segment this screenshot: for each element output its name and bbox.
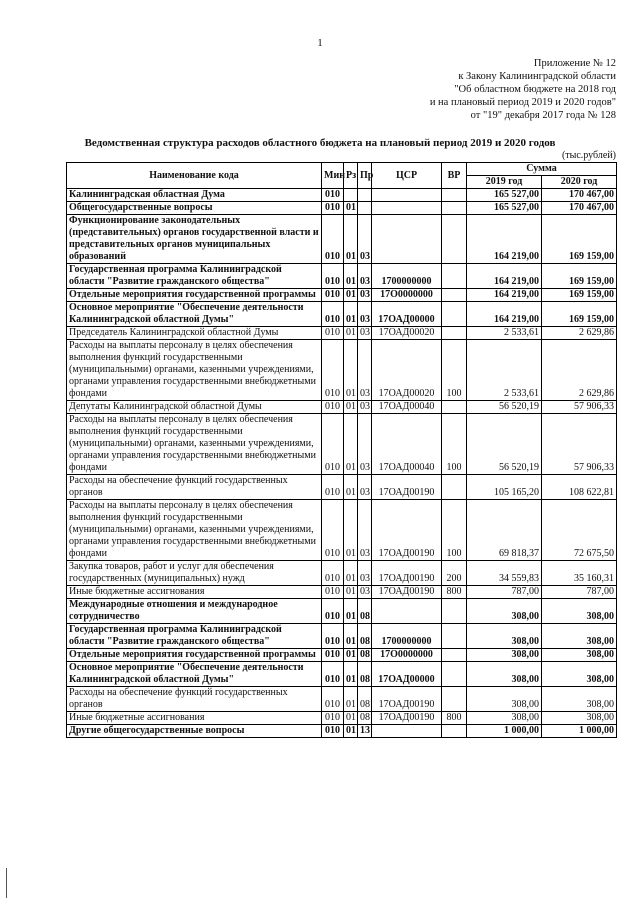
- table-row: [67, 327, 617, 340]
- table-row: [67, 401, 617, 414]
- table-row: [67, 649, 617, 662]
- cell-2020: 35 160,31: [542, 561, 617, 586]
- header-csr: ЦСР: [372, 163, 442, 189]
- cell-2019: 1 000,00: [467, 725, 542, 738]
- cell-min: 010: [322, 202, 344, 215]
- table-row: [67, 725, 617, 738]
- cell-rz: 01: [344, 264, 358, 289]
- cell-min: 010: [322, 264, 344, 289]
- cell-2020: 308,00: [542, 687, 617, 712]
- cell-min: 010: [322, 401, 344, 414]
- cell-pr: 03: [358, 264, 372, 289]
- cell-csr: 17ОАД00190: [372, 500, 442, 561]
- table-row: [67, 561, 617, 586]
- table-row: [67, 475, 617, 500]
- cell-csr: [372, 215, 442, 264]
- cell-rz: 01: [344, 649, 358, 662]
- cell-2020: 57 906,33: [542, 401, 617, 414]
- cell-2020: 169 159,00: [542, 302, 617, 327]
- cell-min: 010: [322, 500, 344, 561]
- cell-csr: [372, 189, 442, 202]
- cell-rz: 01: [344, 500, 358, 561]
- cell-min: 010: [322, 340, 344, 401]
- cell-2020: 170 467,00: [542, 189, 617, 202]
- cell-2019: 308,00: [467, 624, 542, 649]
- appendix-line: и на плановый период 2019 и 2020 годов": [429, 97, 616, 108]
- cell-2019: 34 559,83: [467, 561, 542, 586]
- cell-2020: 308,00: [542, 649, 617, 662]
- table-row: [67, 712, 617, 725]
- cell-min: 010: [322, 561, 344, 586]
- cell-vr: [442, 401, 467, 414]
- cell-csr: 17ОАД00190: [372, 586, 442, 599]
- cell-2019: 69 818,37: [467, 500, 542, 561]
- cell-vr: [442, 189, 467, 202]
- cell-rz: 01: [344, 302, 358, 327]
- cell-vr: [442, 662, 467, 687]
- header-min: Мин: [322, 163, 344, 189]
- cell-2019: 56 520,19: [467, 401, 542, 414]
- cell-vr: 100: [442, 340, 467, 401]
- header-name: Наименование кода: [67, 163, 322, 189]
- cell-name: Расходы на выплаты персоналу в целях обеспечения выполнения функций государственными (муниципальными) органами, казенными учреждениями, органами управления государственными внебюджетными фондами: [67, 414, 322, 475]
- cell-2019: 165 527,00: [467, 189, 542, 202]
- cell-csr: 17ОАД00040: [372, 414, 442, 475]
- cell-2019: 308,00: [467, 599, 542, 624]
- cell-rz: 01: [344, 475, 358, 500]
- cell-csr: 17ОАД00190: [372, 687, 442, 712]
- table-row: [67, 500, 617, 561]
- header-pr: Пр: [358, 163, 372, 189]
- cell-name: Функционирование законодательных (представительных) органов государственной власти и представительных органов муниципальных образований: [67, 215, 322, 264]
- table-row: [67, 289, 617, 302]
- header-rz: Рз: [344, 163, 358, 189]
- cell-rz: [344, 189, 358, 202]
- cell-pr: 03: [358, 475, 372, 500]
- cell-rz: 01: [344, 687, 358, 712]
- cell-2019: 308,00: [467, 649, 542, 662]
- table-body: [67, 189, 617, 738]
- cell-2019: 308,00: [467, 662, 542, 687]
- cell-pr: 03: [358, 401, 372, 414]
- cell-min: 010: [322, 586, 344, 599]
- cell-2019: 164 219,00: [467, 289, 542, 302]
- cell-2020: 308,00: [542, 599, 617, 624]
- cell-vr: [442, 264, 467, 289]
- budget-table: [66, 162, 617, 738]
- cell-rz: 01: [344, 414, 358, 475]
- cell-name: Председатель Калининградской областной Думы: [67, 327, 322, 340]
- cell-rz: 01: [344, 327, 358, 340]
- cell-csr: 1700000000: [372, 264, 442, 289]
- cell-2019: 308,00: [467, 712, 542, 725]
- cell-pr: 08: [358, 599, 372, 624]
- cell-vr: 200: [442, 561, 467, 586]
- cell-pr: 08: [358, 649, 372, 662]
- cell-name: Иные бюджетные ассигнования: [67, 712, 322, 725]
- table-row: [67, 302, 617, 327]
- table-row: [67, 215, 617, 264]
- cell-pr: 03: [358, 302, 372, 327]
- cell-2019: 164 219,00: [467, 264, 542, 289]
- cell-2020: 169 159,00: [542, 215, 617, 264]
- cell-2020: 2 629,86: [542, 327, 617, 340]
- table-row: [67, 624, 617, 649]
- cell-min: 010: [322, 475, 344, 500]
- cell-pr: 13: [358, 725, 372, 738]
- cell-pr: 03: [358, 414, 372, 475]
- cell-2020: 57 906,33: [542, 414, 617, 475]
- cell-vr: [442, 624, 467, 649]
- cell-name: Отдельные мероприятия государственной программы: [67, 649, 322, 662]
- cell-name: Общегосударственные вопросы: [67, 202, 322, 215]
- cell-csr: 17ОАД00190: [372, 475, 442, 500]
- cell-pr: 08: [358, 712, 372, 725]
- cell-csr: 17О0000000: [372, 289, 442, 302]
- table-row: [67, 202, 617, 215]
- cell-2020: 72 675,50: [542, 500, 617, 561]
- cell-csr: 17ОАД00000: [372, 662, 442, 687]
- cell-2020: 2 629,86: [542, 340, 617, 401]
- cell-min: 010: [322, 414, 344, 475]
- cell-pr: 08: [358, 687, 372, 712]
- cell-pr: [358, 202, 372, 215]
- cell-2019: 308,00: [467, 687, 542, 712]
- cell-vr: 800: [442, 712, 467, 725]
- cell-name: Основное мероприятие "Обеспечение деятельности Калининградской областной Думы": [67, 302, 322, 327]
- cell-2019: 2 533,61: [467, 327, 542, 340]
- cell-csr: 17ОАД00020: [372, 340, 442, 401]
- cell-2019: 164 219,00: [467, 215, 542, 264]
- cell-vr: [442, 475, 467, 500]
- cell-pr: 03: [358, 561, 372, 586]
- cell-name: Международные отношения и международное сотрудничество: [67, 599, 322, 624]
- cell-min: 010: [322, 189, 344, 202]
- table-row: [67, 264, 617, 289]
- header-2020: 2020 год: [542, 176, 617, 189]
- cell-pr: 03: [358, 500, 372, 561]
- table-row: [67, 189, 617, 202]
- cell-name: Государственная программа Калининградской области "Развитие гражданского общества": [67, 624, 322, 649]
- cell-rz: 01: [344, 586, 358, 599]
- cell-name: Расходы на обеспечение функций государственных органов: [67, 687, 322, 712]
- cell-vr: [442, 215, 467, 264]
- cell-min: 010: [322, 687, 344, 712]
- cell-2020: 108 622,81: [542, 475, 617, 500]
- cell-rz: 01: [344, 624, 358, 649]
- cell-pr: 03: [358, 215, 372, 264]
- cell-name: Государственная программа Калининградской области "Развитие гражданского общества": [67, 264, 322, 289]
- appendix-note: [430, 57, 616, 122]
- cell-min: 010: [322, 289, 344, 302]
- cell-csr: 17ОАД00020: [372, 327, 442, 340]
- cell-rz: 01: [344, 340, 358, 401]
- cell-2019: 2 533,61: [467, 340, 542, 401]
- margin-mark: [6, 868, 7, 898]
- cell-2019: 787,00: [467, 586, 542, 599]
- cell-rz: 01: [344, 561, 358, 586]
- table-row: [67, 340, 617, 401]
- cell-vr: [442, 649, 467, 662]
- cell-name: Иные бюджетные ассигнования: [67, 586, 322, 599]
- cell-pr: 08: [358, 662, 372, 687]
- cell-vr: 800: [442, 586, 467, 599]
- cell-2019: 105 165,20: [467, 475, 542, 500]
- header-sum: Сумма: [467, 163, 617, 176]
- cell-name: Депутаты Калининградской областной Думы: [67, 401, 322, 414]
- appendix-line: от "19" декабря 2017 года № 128: [470, 110, 616, 121]
- cell-pr: 08: [358, 624, 372, 649]
- cell-pr: 03: [358, 327, 372, 340]
- cell-vr: [442, 687, 467, 712]
- page-number: 1: [317, 37, 323, 49]
- cell-2020: 1 000,00: [542, 725, 617, 738]
- cell-rz: 01: [344, 662, 358, 687]
- table-row: [67, 414, 617, 475]
- cell-name: Отдельные мероприятия государственной программы: [67, 289, 322, 302]
- cell-min: 010: [322, 649, 344, 662]
- cell-2020: 170 467,00: [542, 202, 617, 215]
- cell-2020: 169 159,00: [542, 264, 617, 289]
- cell-min: 010: [322, 725, 344, 738]
- cell-vr: [442, 302, 467, 327]
- cell-rz: 01: [344, 289, 358, 302]
- cell-csr: [372, 202, 442, 215]
- cell-rz: 01: [344, 599, 358, 624]
- cell-vr: [442, 202, 467, 215]
- cell-rz: 01: [344, 401, 358, 414]
- cell-2020: 169 159,00: [542, 289, 617, 302]
- cell-vr: 100: [442, 500, 467, 561]
- cell-vr: [442, 725, 467, 738]
- cell-2019: 164 219,00: [467, 302, 542, 327]
- table-row: [67, 599, 617, 624]
- cell-pr: 03: [358, 586, 372, 599]
- cell-pr: [358, 189, 372, 202]
- cell-2019: 165 527,00: [467, 202, 542, 215]
- cell-pr: 03: [358, 340, 372, 401]
- cell-min: 010: [322, 215, 344, 264]
- cell-name: Расходы на выплаты персоналу в целях обеспечения выполнения функций государственными (муниципальными) органами, казенными учреждениями, органами управления государственными внебюджетными фондами: [67, 500, 322, 561]
- cell-name: Другие общегосударственные вопросы: [67, 725, 322, 738]
- cell-min: 010: [322, 599, 344, 624]
- appendix-line: "Об областном бюджете на 2018 год: [454, 84, 616, 95]
- table-row: [67, 586, 617, 599]
- cell-vr: [442, 599, 467, 624]
- cell-rz: 01: [344, 215, 358, 264]
- cell-csr: [372, 725, 442, 738]
- cell-min: 010: [322, 712, 344, 725]
- cell-min: 010: [322, 662, 344, 687]
- cell-csr: 17ОАД00040: [372, 401, 442, 414]
- header-2019: 2019 год: [467, 176, 542, 189]
- cell-name: Расходы на обеспечение функций государственных органов: [67, 475, 322, 500]
- cell-vr: 100: [442, 414, 467, 475]
- appendix-line: к Закону Калининградской области: [458, 71, 616, 82]
- cell-csr: 17ОАД00190: [372, 712, 442, 725]
- cell-csr: 17ОАД00000: [372, 302, 442, 327]
- cell-rz: 01: [344, 202, 358, 215]
- cell-2020: 308,00: [542, 662, 617, 687]
- header-vr: ВР: [442, 163, 467, 189]
- cell-2020: 308,00: [542, 624, 617, 649]
- cell-name: Расходы на выплаты персоналу в целях обеспечения выполнения функций государственными (муниципальными) органами, казенными учреждениями, органами управления государственными внебюджетными фондами: [67, 340, 322, 401]
- cell-name: Закупка товаров, работ и услуг для обеспечения государственных (муниципальных) нужд: [67, 561, 322, 586]
- cell-2020: 787,00: [542, 586, 617, 599]
- cell-csr: [372, 599, 442, 624]
- table-row: [67, 662, 617, 687]
- cell-pr: 03: [358, 289, 372, 302]
- cell-name: Основное мероприятие "Обеспечение деятельности Калининградской областной Думы": [67, 662, 322, 687]
- cell-vr: [442, 289, 467, 302]
- document-title: Ведомственная структура расходов областного бюджета на плановый период 2019 и 2020 годов: [84, 137, 556, 149]
- cell-min: 010: [322, 327, 344, 340]
- cell-min: 010: [322, 624, 344, 649]
- cell-name: Калининградская областная Дума: [67, 189, 322, 202]
- cell-min: 010: [322, 302, 344, 327]
- cell-2019: 56 520,19: [467, 414, 542, 475]
- table-row: [67, 687, 617, 712]
- cell-rz: 01: [344, 712, 358, 725]
- unit-label: (тыс.рублей): [561, 150, 616, 161]
- cell-rz: 01: [344, 725, 358, 738]
- cell-csr: 1700000000: [372, 624, 442, 649]
- cell-vr: [442, 327, 467, 340]
- cell-csr: 17О0000000: [372, 649, 442, 662]
- cell-csr: 17ОАД00190: [372, 561, 442, 586]
- cell-2020: 308,00: [542, 712, 617, 725]
- appendix-line: Приложение № 12: [533, 58, 616, 69]
